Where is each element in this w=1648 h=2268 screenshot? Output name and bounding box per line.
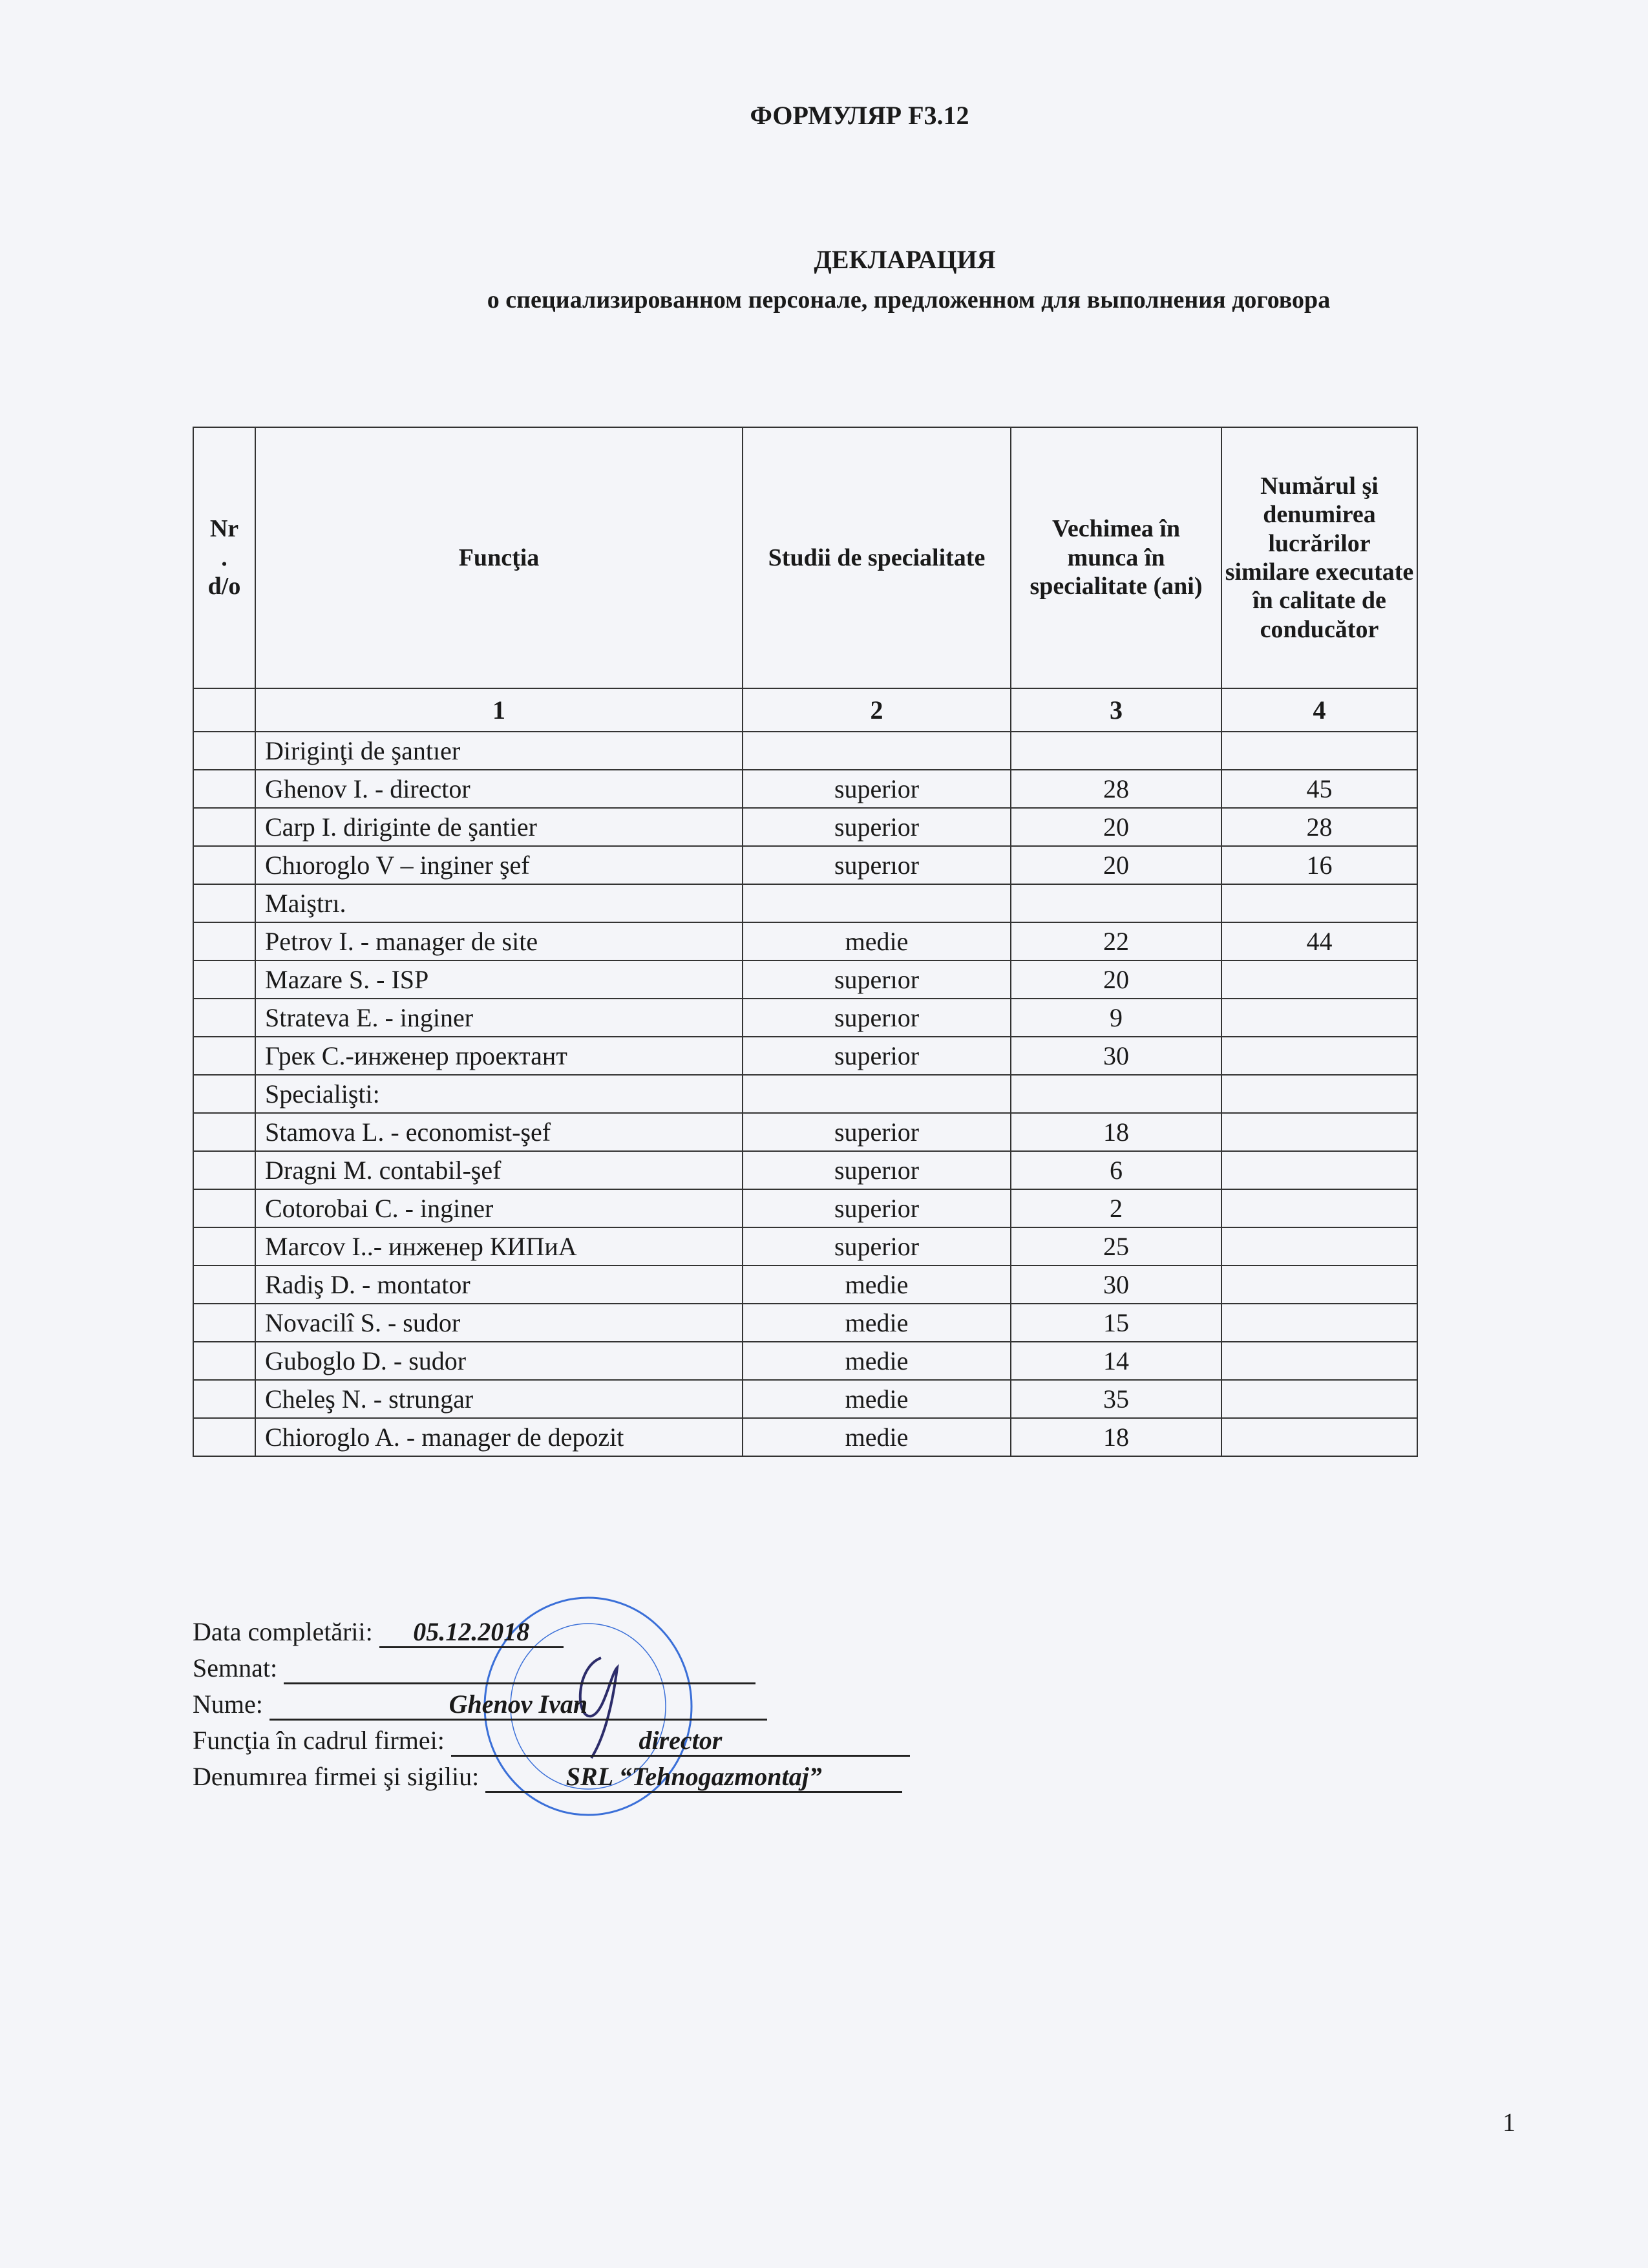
table-header-row bbox=[193, 427, 1417, 688]
cell-functia: Maiştrı. bbox=[255, 884, 743, 922]
cell-studii: medie bbox=[743, 1342, 1011, 1380]
cell-lucrari bbox=[1221, 1266, 1417, 1304]
header-nr: Nr . d/o bbox=[193, 427, 255, 688]
cell-vechime: 2 bbox=[1011, 1189, 1221, 1227]
cell-functia: Chioroglo A. - manager de depozit bbox=[255, 1418, 743, 1456]
cell-vechime: 14 bbox=[1011, 1342, 1221, 1380]
header-lucrari: Numărul şi denumirea lucrărilor similare executate în calitate de conducător bbox=[1221, 427, 1417, 688]
column-number: 4 bbox=[1221, 688, 1417, 732]
table-row bbox=[193, 884, 1417, 922]
company-label: Denumırea firmei şi sigiliu: bbox=[193, 1762, 480, 1791]
cell-vechime: 30 bbox=[1011, 1266, 1221, 1304]
header-studii: Studii de specialitate bbox=[743, 427, 1011, 688]
cell-functia: Cheleş N. - strungar bbox=[255, 1380, 743, 1418]
name-value: Ghenov Ivan bbox=[269, 1690, 767, 1721]
table-row bbox=[193, 960, 1417, 999]
cell-vechime: 25 bbox=[1011, 1227, 1221, 1266]
signature-field bbox=[284, 1654, 755, 1684]
cell-studii bbox=[743, 884, 1011, 922]
cell-vechime: 18 bbox=[1011, 1418, 1221, 1456]
cell-nr bbox=[193, 770, 255, 808]
declaration-title: ДЕКЛАРАЦИЯ bbox=[814, 245, 996, 274]
cell-lucrari: 16 bbox=[1221, 846, 1417, 884]
cell-studii: superıor bbox=[743, 960, 1011, 999]
cell-vechime: 20 bbox=[1011, 808, 1221, 846]
signed-label: Semnat: bbox=[193, 1653, 278, 1682]
cell-lucrari bbox=[1221, 1227, 1417, 1266]
cell-studii: superior bbox=[743, 808, 1011, 846]
column-number: 2 bbox=[743, 688, 1011, 732]
cell-lucrari bbox=[1221, 1418, 1417, 1456]
cell-nr bbox=[193, 846, 255, 884]
cell-functia: Chıoroglo V – inginer şef bbox=[255, 846, 743, 884]
table-row bbox=[193, 770, 1417, 808]
cell-vechime bbox=[1011, 884, 1221, 922]
table-row bbox=[193, 1304, 1417, 1342]
cell-lucrari bbox=[1221, 1380, 1417, 1418]
name-label: Nume: bbox=[193, 1690, 263, 1719]
cell-lucrari: 45 bbox=[1221, 770, 1417, 808]
cell-lucrari bbox=[1221, 732, 1417, 770]
cell-studii: medie bbox=[743, 922, 1011, 960]
date-line bbox=[193, 1616, 564, 1648]
cell-functia: Грек С.-инженер проектант bbox=[255, 1037, 743, 1075]
table-row bbox=[193, 1266, 1417, 1304]
cell-studii bbox=[743, 1075, 1011, 1113]
position-value: director bbox=[451, 1726, 910, 1757]
header-functia: Funcţia bbox=[255, 427, 743, 688]
cell-lucrari bbox=[1221, 999, 1417, 1037]
cell-studii: superıor bbox=[743, 1151, 1011, 1189]
cell-vechime: 6 bbox=[1011, 1151, 1221, 1189]
table-row bbox=[193, 808, 1417, 846]
date-label: Data completării: bbox=[193, 1617, 373, 1646]
column-number: 3 bbox=[1011, 688, 1221, 732]
cell-functia: Strateva E. - inginer bbox=[255, 999, 743, 1037]
declaration-subtitle: о специализированном персонале, предложенном для выполнения договора bbox=[487, 286, 1331, 313]
table-row bbox=[193, 1113, 1417, 1151]
cell-lucrari bbox=[1221, 1113, 1417, 1151]
cell-functia: Petrov I. - manager de site bbox=[255, 922, 743, 960]
cell-nr bbox=[193, 1113, 255, 1151]
cell-lucrari bbox=[1221, 1151, 1417, 1189]
cell-functia: Stamova L. - economist-şef bbox=[255, 1113, 743, 1151]
table-row bbox=[193, 922, 1417, 960]
table-row bbox=[193, 846, 1417, 884]
cell-lucrari: 28 bbox=[1221, 808, 1417, 846]
cell-nr bbox=[193, 1342, 255, 1380]
cell-functia: Specialişti: bbox=[255, 1075, 743, 1113]
cell-vechime: 20 bbox=[1011, 846, 1221, 884]
cell-studii: medie bbox=[743, 1266, 1011, 1304]
column-number: 1 bbox=[255, 688, 743, 732]
cell-functia: Cotorobai C. - inginer bbox=[255, 1189, 743, 1227]
table-row bbox=[193, 1189, 1417, 1227]
table-row bbox=[193, 1342, 1417, 1380]
cell-studii: superıor bbox=[743, 999, 1011, 1037]
cell-lucrari bbox=[1221, 884, 1417, 922]
cell-nr bbox=[193, 1380, 255, 1418]
cell-vechime: 15 bbox=[1011, 1304, 1221, 1342]
cell-studii: medie bbox=[743, 1418, 1011, 1456]
cell-vechime: 30 bbox=[1011, 1037, 1221, 1075]
cell-nr bbox=[193, 884, 255, 922]
position-line bbox=[193, 1724, 910, 1757]
cell-studii: superior bbox=[743, 1227, 1011, 1266]
cell-studii: superıor bbox=[743, 846, 1011, 884]
cell-nr bbox=[193, 1418, 255, 1456]
cell-lucrari bbox=[1221, 960, 1417, 999]
company-line bbox=[193, 1761, 902, 1793]
table-row bbox=[193, 1227, 1417, 1266]
cell-functia: Guboglo D. - sudor bbox=[255, 1342, 743, 1380]
cell-vechime bbox=[1011, 732, 1221, 770]
position-label: Funcţia în cadrul firmei: bbox=[193, 1726, 445, 1755]
cell-nr bbox=[193, 1266, 255, 1304]
column-number bbox=[193, 688, 255, 732]
table-row bbox=[193, 999, 1417, 1037]
cell-vechime: 28 bbox=[1011, 770, 1221, 808]
table-row bbox=[193, 1418, 1417, 1456]
table-row bbox=[193, 1380, 1417, 1418]
cell-lucrari bbox=[1221, 1037, 1417, 1075]
cell-vechime: 35 bbox=[1011, 1380, 1221, 1418]
cell-functia: Novacilî S. - sudor bbox=[255, 1304, 743, 1342]
cell-nr bbox=[193, 1304, 255, 1342]
cell-lucrari: 44 bbox=[1221, 922, 1417, 960]
cell-studii: medie bbox=[743, 1304, 1011, 1342]
cell-studii: superior bbox=[743, 1189, 1011, 1227]
cell-nr bbox=[193, 1151, 255, 1189]
header-vechime: Vechimea în munca în specialitate (ani) bbox=[1011, 427, 1221, 688]
table-row bbox=[193, 1037, 1417, 1075]
cell-nr bbox=[193, 1075, 255, 1113]
page-number: 1 bbox=[1503, 2108, 1516, 2137]
cell-vechime: 9 bbox=[1011, 999, 1221, 1037]
cell-nr bbox=[193, 960, 255, 999]
cell-nr bbox=[193, 1189, 255, 1227]
date-value: 05.12.2018 bbox=[379, 1618, 564, 1648]
cell-studii: superior bbox=[743, 1037, 1011, 1075]
cell-vechime bbox=[1011, 1075, 1221, 1113]
cell-vechime: 20 bbox=[1011, 960, 1221, 999]
cell-studii: superior bbox=[743, 1113, 1011, 1151]
cell-vechime: 18 bbox=[1011, 1113, 1221, 1151]
cell-functia: Diriginţi de şantıer bbox=[255, 732, 743, 770]
name-line bbox=[193, 1688, 767, 1721]
personnel-table bbox=[193, 427, 1418, 1457]
table-row bbox=[193, 1151, 1417, 1189]
cell-functia: Ghenov I. - director bbox=[255, 770, 743, 808]
cell-studii bbox=[743, 732, 1011, 770]
table-row bbox=[193, 732, 1417, 770]
cell-nr bbox=[193, 922, 255, 960]
cell-nr bbox=[193, 1037, 255, 1075]
cell-nr bbox=[193, 1227, 255, 1266]
cell-functia: Marcov I..- инженер КИПиА bbox=[255, 1227, 743, 1266]
cell-studii: medie bbox=[743, 1380, 1011, 1418]
cell-lucrari bbox=[1221, 1342, 1417, 1380]
cell-lucrari bbox=[1221, 1304, 1417, 1342]
company-value: SRL “Tehnogazmontaj” bbox=[485, 1763, 902, 1793]
cell-lucrari bbox=[1221, 1075, 1417, 1113]
signed-line bbox=[193, 1652, 755, 1684]
cell-studii: superior bbox=[743, 770, 1011, 808]
cell-functia: Mazare S. - ISP bbox=[255, 960, 743, 999]
cell-functia: Carp I. diriginte de şantier bbox=[255, 808, 743, 846]
form-title: ФОРМУЛЯР F3.12 bbox=[750, 101, 969, 130]
column-number-row bbox=[193, 688, 1417, 732]
cell-lucrari bbox=[1221, 1189, 1417, 1227]
cell-nr bbox=[193, 999, 255, 1037]
cell-functia: Dragni M. contabil-şef bbox=[255, 1151, 743, 1189]
table-row bbox=[193, 1075, 1417, 1113]
cell-nr bbox=[193, 732, 255, 770]
cell-vechime: 22 bbox=[1011, 922, 1221, 960]
cell-nr bbox=[193, 808, 255, 846]
cell-functia: Radiş D. - montator bbox=[255, 1266, 743, 1304]
